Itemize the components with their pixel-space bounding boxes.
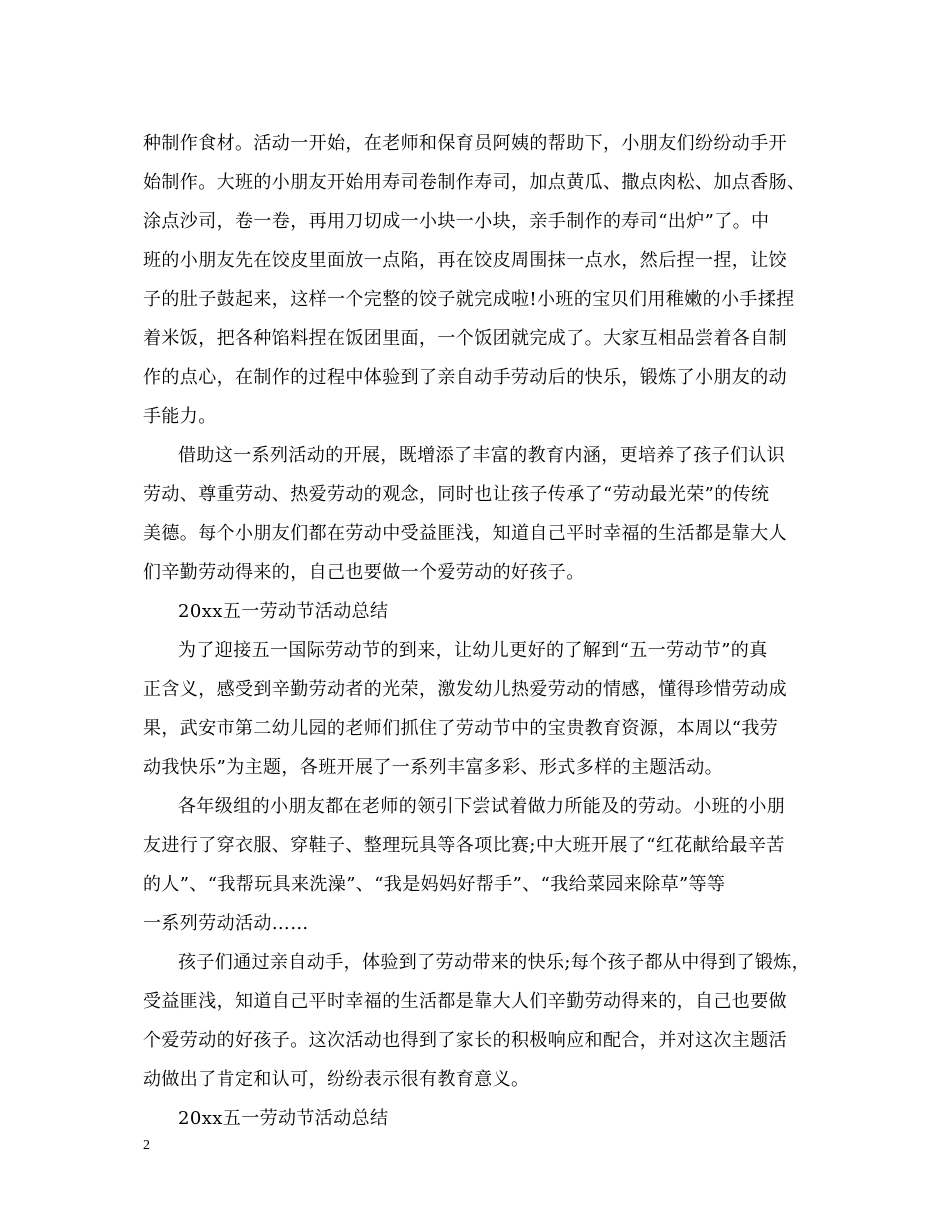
text-line: 动我快乐”为主题，各班开展了一系列丰富多彩、形式多样的主题活动。 xyxy=(143,757,723,778)
text-line: 子的肚子鼓起来，这样一个完整的饺子就完成啦!小班的宝贝们用稚嫩的小手揉捏 xyxy=(143,289,795,310)
text-line: 着米饭，把各种馅料捏在饭团里面，一个饭团就完成了。大家互相品尝着各自制 xyxy=(143,328,787,349)
page-number: 2 xyxy=(143,1138,150,1153)
text-line: 涂点沙司，卷一卷，再用刀切成一小块一小块，亲手制作的寿司“出炉”了。中 xyxy=(143,211,770,232)
text-line: 手能力。 xyxy=(143,406,217,427)
text-line: 种制作食材。活动一开始，在老师和保育员阿姨的帮助下，小朋友们纷纷动手开 xyxy=(143,133,787,154)
text-line: 的人”、“我帮玩具来洗澡”、“我是妈妈好帮手”、“我给菜园来除草”等等 xyxy=(143,874,726,895)
text-line: 为了迎接五一国际劳动节的到来，让幼儿更好的了解到“五一劳动节”的真 xyxy=(178,640,768,661)
section-heading: 20xx五一劳动节活动总结 xyxy=(178,601,389,622)
text-line: 果，武安市第二幼儿园的老师们抓住了劳动节中的宝贵教育资源，本周以“我劳 xyxy=(143,718,779,739)
text-line: 作的点心，在制作的过程中体验到了亲自动手劳动后的快乐，锻炼了小朋友的动 xyxy=(143,367,787,388)
text-line: 个爱劳动的好孩子。这次活动也得到了家长的积极响应和配合，并对这次主题活 xyxy=(143,1030,787,1051)
text-line: 孩子们通过亲自动手，体验到了劳动带来的快乐;每个孩子都从中得到了锻炼， xyxy=(178,952,811,973)
text-line: 正含义，感受到辛勤劳动者的光荣，激发幼儿热爱劳动的情感，懂得珍惜劳动成 xyxy=(143,679,787,700)
text-line: 各年级组的小朋友都在老师的领引下尝试着做力所能及的劳动。小班的小朋 xyxy=(178,796,786,817)
text-line: 始制作。大班的小朋友开始用寿司卷制作寿司，加点黄瓜、撒点肉松、加点香肠、 xyxy=(143,172,806,193)
text-line: 友进行了穿衣服、穿鞋子、整理玩具等各项比赛;中大班开展了“红花献给最辛苦 xyxy=(143,835,785,856)
text-line: 一系列劳动活动…… xyxy=(143,913,309,934)
text-line: 劳动、尊重劳动、热爱劳动的观念，同时也让孩子传承了“劳动最光荣”的传统 xyxy=(143,484,770,505)
text-line: 借助这一系列活动的开展，既增添了丰富的教育内涵，更培养了孩子们认识 xyxy=(178,445,786,466)
text-line: 美德。每个小朋友们都在劳动中受益匪浅，知道自己平时幸福的生活都是靠大人 xyxy=(143,523,787,544)
text-line: 班的小朋友先在饺皮里面放一点陷，再在饺皮周围抹一点水，然后捏一捏，让饺 xyxy=(143,250,787,271)
text-line: 们辛勤劳动得来的，自己也要做一个爱劳动的好孩子。 xyxy=(143,562,585,583)
section-heading: 20xx五一劳动节活动总结 xyxy=(178,1108,389,1129)
text-line: 受益匪浅，知道自己平时幸福的生活都是靠大人们辛勤劳动得来的，自己也要做 xyxy=(143,991,787,1012)
text-line: 动做出了肯定和认可，纷纷表示很有教育意义。 xyxy=(143,1069,530,1090)
